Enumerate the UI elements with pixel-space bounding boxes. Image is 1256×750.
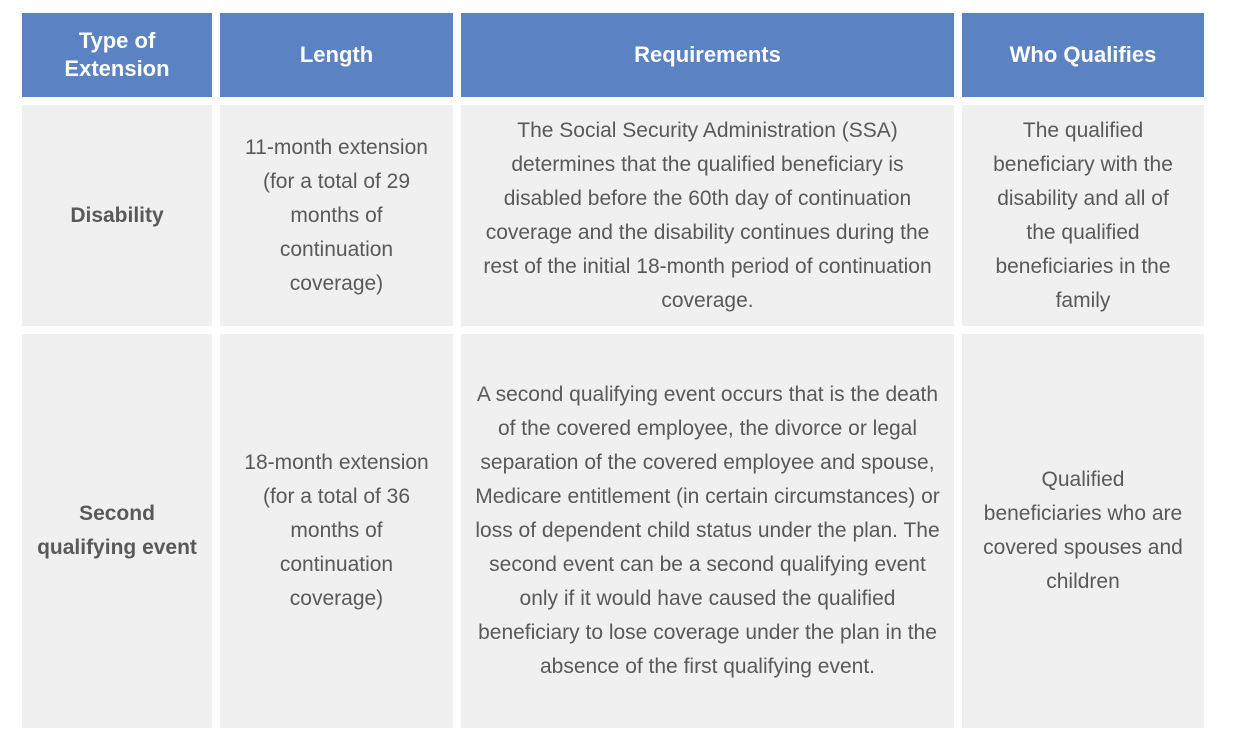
column-header-who-qualifies: Who Qualifies: [962, 13, 1204, 97]
row-disability-length-cell: 11-month extension (for a total of 29 months of continuation coverage): [220, 105, 453, 326]
extension-table-grid: [22, 13, 1204, 728]
row-second-qualifying-event-length-cell: 18-month extension (for a total of 36 months of continuation coverage): [220, 334, 453, 728]
column-header-requirements: Requirements: [461, 13, 954, 97]
row-disability-type-cell: Disability: [22, 105, 212, 326]
row-second-qualifying-event-requirements-cell: A second qualifying event occurs that is the death of the covered employee, the divorce or legal separation of the covered employee and spouse, Medicare entitlement (in certain circumstances) or loss of dependent child status under the plan. The second event can be a second qualifying event only if it would have caused the qualified beneficiary to lose coverage under the plan in the absence of the first qualifying event.: [461, 334, 954, 728]
row-disability-requirements-cell: The Social Security Administration (SSA) determines that the qualified beneficiary is disabled before the 60th day of continuation coverage and the disability continues during the rest of the initial 18-month period of continuation coverage.: [461, 105, 954, 326]
row-disability-who-qualifies-cell: The qualified beneficiary with the disability and all of the qualified beneficiaries in the family: [962, 105, 1204, 326]
row-second-qualifying-event-who-qualifies-cell: Qualified beneficiaries who are covered spouses and children: [962, 334, 1204, 728]
column-header-type-of-extension: Type of Extension: [22, 13, 212, 97]
column-header-length: Length: [220, 13, 453, 97]
row-second-qualifying-event-type-cell: Second qualifying event: [22, 334, 212, 728]
extension-table: [22, 13, 1204, 728]
